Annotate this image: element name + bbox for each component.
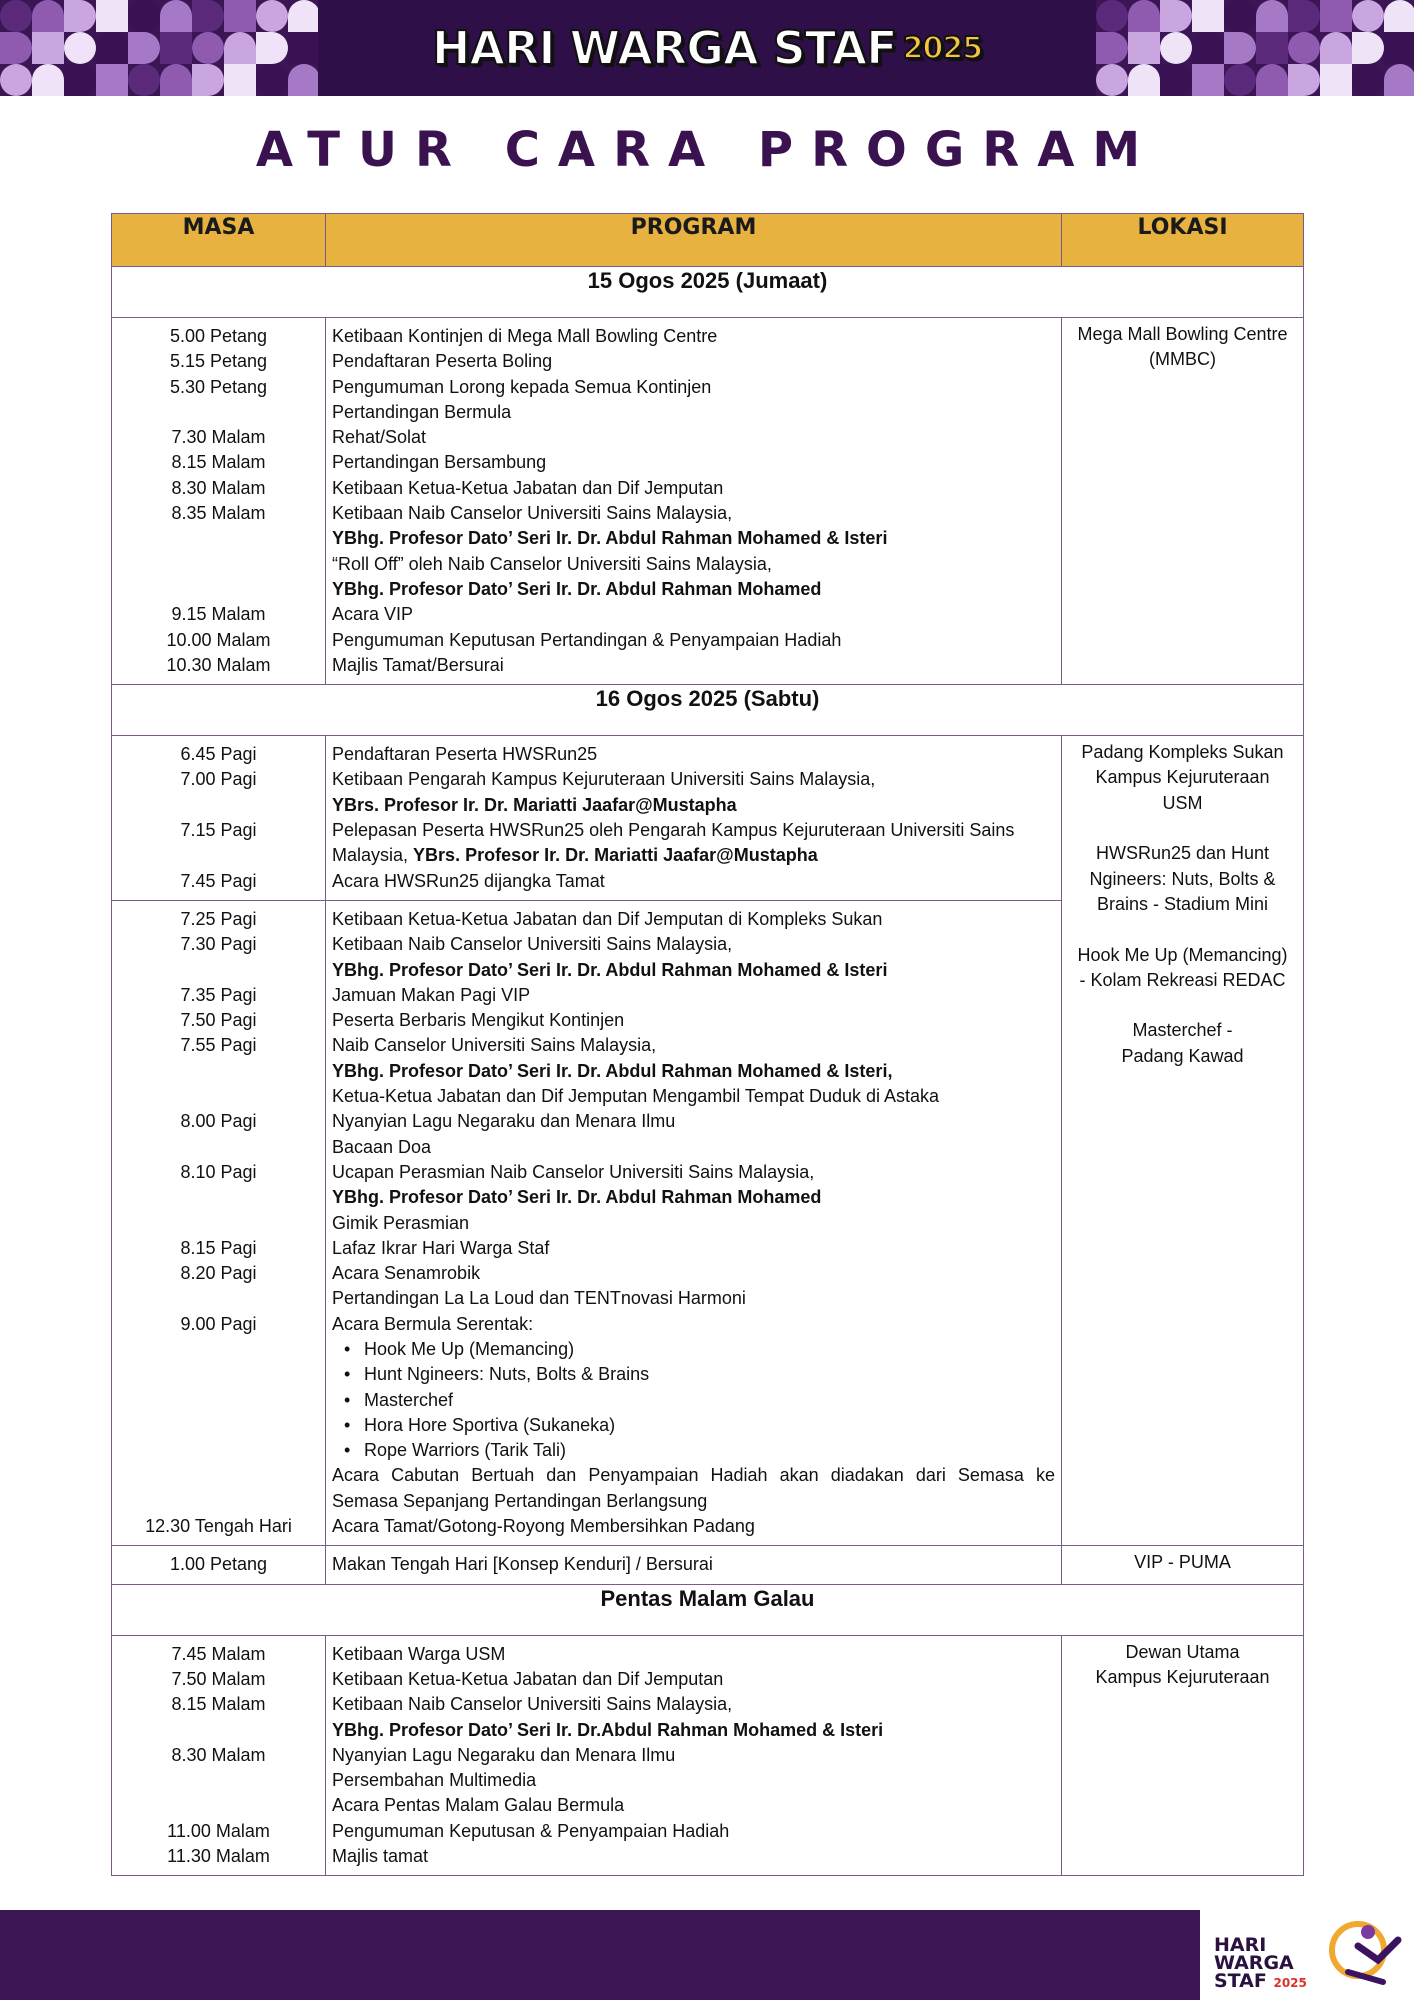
location-line: HWSRun25 dan Hunt [1095,843,1270,864]
pattern-tile [160,0,192,32]
footer-logo-line: WARGA [1214,1952,1294,1974]
pattern-tile [1256,0,1288,32]
time-cell [116,1135,321,1160]
pattern-tile [1192,64,1224,96]
time-cell: 8.30 Malam [171,1744,266,1765]
bullet-item: • Masterchef [332,1388,1055,1413]
guest-name: YBhg. Profesor Dato’ Seri Ir. Dr. Abdul Rahman Mohamed [332,578,822,599]
pattern-tile [1192,32,1224,64]
time-cell [116,1286,321,1311]
program-item: Acara Bermula Serentak: [332,1313,534,1334]
time-cell: 7.00 Pagi [180,769,257,790]
pattern-tile [64,32,96,64]
pattern-tile [1128,64,1160,96]
program-item: Naib Canselor Universiti Sains Malaysia, [332,1035,657,1056]
night-row [112,1635,1304,1876]
time-cell: 5.15 Petang [169,351,268,372]
pattern-tile [1352,32,1384,64]
program-item: Pengumuman Lorong kepada Semua Kontinjen [332,376,712,397]
schedule-table [111,213,1304,1876]
location-line: Brains - Stadium Mini [1096,893,1269,914]
day1-location: Mega Mall Bowling Centre (MMBC) [1062,318,1304,685]
guest-name: YBhg. Profesor Dato’ Seri Ir. Dr. Abdul Rahman Mohamed & Isteri [332,528,888,549]
day2-row-a [112,736,1304,901]
program-item: Bacaan Doa [332,1136,432,1157]
program-item: Pendaftaran Peserta Boling [332,351,553,372]
guest-name: YBhg. Profesor Dato’ Seri Ir. Dr. Abdul Rahman Mohamed & Isteri [332,959,888,980]
time-cell: 7.30 Malam [171,427,266,448]
pattern-tile [1320,0,1352,32]
time-cell: 11.00 Malam [167,1820,270,1841]
pattern-tile [288,64,318,96]
pattern-tile [1224,64,1256,96]
time-cell: 10.30 Malam [166,654,271,675]
day2-times-b [112,900,326,1545]
time-cell: 8.00 Pagi [180,1111,257,1132]
time-cell: 12.30 Tengah Hari [145,1516,292,1537]
time-cell [116,1489,321,1514]
pattern-tile [1160,32,1192,64]
pattern-tile [32,32,64,64]
pattern-tile [0,0,32,32]
program-item: Ketibaan Naib Canselor Universiti Sains Malaysia, [332,503,733,524]
program-item: Rehat/Solat [332,427,427,448]
day1-title: 15 Ogos 2025 (Jumaat) [112,267,1304,318]
pattern-tile [1192,0,1224,32]
program-item: Ketibaan Kontinjen di Mega Mall Bowling Centre [332,326,718,346]
location-line: Padang Kompleks Sukan [1081,742,1284,763]
program-item: Nyanyian Lagu Negaraku dan Menara Ilmu [332,1111,676,1132]
pattern-tile [1384,32,1414,64]
time-cell [116,1388,321,1413]
lunch-location: VIP - PUMA [1062,1546,1304,1584]
program-item: “Roll Off” oleh Naib Canselor Universiti Sains Malaysia, [332,553,772,574]
time-cell: 7.55 Pagi [180,1035,257,1056]
location-line [1070,993,1295,1018]
day-header-row [112,1584,1304,1635]
lunch-time: 1.00 Petang [112,1546,326,1584]
pattern-tile [1224,0,1256,32]
page-title: ATUR CARA PROGRAM [255,122,1159,178]
header-program: PROGRAM [326,214,1062,267]
header-time: MASA [112,214,326,267]
location-line: - Kolam Rekreasi REDAC [1079,969,1286,990]
time-cell: 7.50 Pagi [180,1010,257,1031]
time-cell: 8.30 Malam [171,477,266,498]
pattern-tile [96,32,128,64]
day1-times [112,318,326,685]
program-item: Malaysia, [332,845,409,866]
pattern-tile [1128,32,1160,64]
pattern-tile [224,64,256,96]
program-item: Ketibaan Ketua-Ketua Jabatan dan Dif Jemputan [332,1668,724,1689]
footer-logo [1208,1912,1414,2000]
day2-location [1062,736,1304,1546]
bullet-item: • Hora Hore Sportiva (Sukaneka) [332,1413,1055,1438]
day-header-row [112,685,1304,736]
lunch-item: Makan Tengah Hari [Konsep Kenduri] / Bersurai [326,1546,1062,1584]
pattern-tile [1256,64,1288,96]
time-cell: 8.15 Pagi [180,1237,257,1258]
program-item: Ketibaan Ketua-Ketua Jabatan dan Dif Jemputan di Kompleks Sukan [332,908,883,929]
time-cell: 7.35 Pagi [180,984,257,1005]
pattern-tile [1096,32,1128,64]
pattern-tile [0,64,32,96]
time-cell: 7.45 Malam [171,1643,266,1664]
top-banner [0,0,1414,96]
night-title: Pentas Malam Galau [112,1584,1304,1635]
table-header-row [112,214,1304,267]
pattern-tile [32,0,64,32]
time-cell: 9.15 Malam [171,604,266,625]
time-cell: 8.15 Malam [171,452,266,473]
time-cell: 7.15 Pagi [180,820,257,841]
program-item: Semasa Sepanjang Pertandingan Berlangsung [332,1490,708,1511]
program-item: Lafaz Ikrar Hari Warga Staf [332,1237,550,1258]
guest-name: YBhg. Profesor Dato’ Seri Ir. Dr.Abdul Rahman Mohamed & Isteri [332,1719,884,1740]
location-line: Kampus Kejuruteraan [1095,1666,1270,1687]
program-item: Pertandingan La La Loud dan TENTnovasi Harmoni [332,1288,746,1309]
pattern-tile [192,0,224,32]
program-item: Ucapan Perasmian Naib Canselor Universiti Sains Malaysia, [332,1161,815,1182]
pattern-tile [1096,64,1128,96]
program-item: Ketibaan Pengarah Kampus Kejuruteraan Universiti Sains Malaysia, [332,769,876,790]
pattern-tile [1224,32,1256,64]
day1-program [326,318,1062,685]
pattern-tile [1160,64,1192,96]
time-cell [116,1185,321,1210]
location-line: Kampus Kejuruteraan [1095,767,1270,788]
location-line: Padang Kawad [1121,1045,1244,1066]
program-item: Ketibaan Naib Canselor Universiti Sains Malaysia, [332,934,733,955]
pattern-tile [1288,0,1320,32]
day1-row [112,318,1304,685]
pattern-tile [64,0,96,32]
time-cell [116,1362,321,1387]
pattern-tile [256,64,288,96]
footer-logo-line: STAF [1214,1970,1267,1992]
program-item: Pertandingan Bersambung [332,452,547,473]
time-cell: 11.30 Malam [167,1846,270,1867]
program-item: Pengumuman Keputusan Pertandingan & Penyampaian Hadiah [332,629,842,650]
program-item: Persembahan Multimedia [332,1770,537,1791]
location-line [1070,816,1295,841]
program-item: Pendaftaran Peserta HWSRun25 [332,744,598,765]
pattern-tile [192,64,224,96]
pattern-tile [64,64,96,96]
program-item: Ketibaan Naib Canselor Universiti Sains Malaysia, [332,1694,733,1715]
time-cell: 7.25 Pagi [180,908,257,929]
program-item: Ketibaan Warga USM [332,1643,506,1664]
time-cell [116,1793,321,1818]
time-cell [116,400,321,425]
event-logo [318,0,1096,96]
program-item: Peserta Berbaris Mengikut Kontinjen [332,1010,625,1031]
guest-name: YBrs. Profesor Ir. Dr. Mariatti Jaafar@Mustapha [332,794,737,815]
program-item: Pertandingan Bermula [332,401,512,422]
night-program [326,1635,1062,1876]
time-cell [116,552,321,577]
time-cell [116,577,321,602]
pattern-tile [96,64,128,96]
bullet-item: • Rope Warriors (Tarik Tali) [332,1438,1055,1463]
time-cell [116,843,321,868]
day-header-row [112,267,1304,318]
program-item: Acara HWSRun25 dijangka Tamat [332,870,605,891]
pattern-tile [128,0,160,32]
time-cell [116,1059,321,1084]
time-cell [116,1463,321,1488]
program-item: Acara VIP [332,604,414,625]
bullet-item: • Hunt Ngineers: Nuts, Bolts & Brains [332,1362,1055,1387]
pattern-tile [1288,64,1320,96]
program-item: Acara Senamrobik [332,1263,481,1284]
time-cell [116,958,321,983]
pattern-tile [32,64,64,96]
location-line: USM [1162,792,1203,813]
decorative-pattern-left [0,0,318,96]
time-cell [116,526,321,551]
pattern-tile [160,32,192,64]
pattern-tile [288,32,318,64]
pattern-tile [1096,0,1128,32]
program-item: Ketibaan Ketua-Ketua Jabatan dan Dif Jemputan [332,477,724,498]
program-item: Majlis Tamat/Bersurai [332,654,504,675]
location-line: Masterchef - [1132,1020,1233,1041]
guest-name: YBrs. Profesor Ir. Dr. Mariatti Jaafar@Mustapha [413,845,818,866]
time-cell [116,1084,321,1109]
pattern-tile [1384,0,1414,32]
pattern-tile [0,32,32,64]
pattern-tile [1256,32,1288,64]
guest-name: YBhg. Profesor Dato’ Seri Ir. Dr. Abdul Rahman Mohamed [332,1187,822,1208]
bullet-item: • Hook Me Up (Memancing) [332,1337,1055,1362]
program-item: Acara Pentas Malam Galau Bermula [332,1795,625,1816]
time-cell: 7.50 Malam [171,1668,266,1689]
pattern-tile [1288,32,1320,64]
day2-program-a [326,736,1062,901]
pattern-tile [1160,0,1192,32]
pattern-tile [1128,0,1160,32]
pattern-tile [256,0,288,32]
program-item: Acara Cabutan Bertuah dan Penyampaian Hadiah akan diadakan dari Semasa ke [332,1465,1055,1486]
program-item: Nyanyian Lagu Negaraku dan Menara Ilmu [332,1744,676,1765]
time-cell: 8.15 Malam [171,1694,266,1715]
time-cell [116,1768,321,1793]
time-cell: 8.20 Pagi [180,1263,257,1284]
pattern-tile [1352,64,1384,96]
guest-name: YBhg. Profesor Dato’ Seri Ir. Dr. Abdul Rahman Mohamed & Isteri, [332,1060,893,1081]
day2-times-a [112,736,326,901]
time-cell [116,1211,321,1236]
time-cell [116,793,321,818]
pattern-tile [256,32,288,64]
location-line: Hook Me Up (Memancing) [1077,944,1288,965]
pattern-tile [224,32,256,64]
pattern-tile [160,64,192,96]
time-cell: 9.00 Pagi [180,1313,257,1334]
pattern-tile [224,0,256,32]
footer-logo-year: 2025 [1273,1976,1307,1990]
event-brand: HARI WARGA STAF [431,21,897,75]
pattern-tile [128,32,160,64]
runner-mascot-icon [1208,1912,1414,2000]
location-line: Dewan Utama [1125,1641,1240,1662]
footer-logo-line: HARI [1214,1934,1267,1956]
time-cell: 10.00 Malam [166,629,271,650]
lunch-row [112,1546,1304,1584]
location-line [1070,917,1295,942]
time-cell [116,1337,321,1362]
time-cell [116,1438,321,1463]
program-item: Pelepasan Peserta HWSRun25 oleh Pengarah Kampus Kejuruteraan Universiti Sains [332,820,1015,841]
day2-program-b [326,900,1062,1545]
night-location [1062,1635,1304,1876]
time-cell: 5.00 Petang [169,326,268,346]
time-cell: 6.45 Pagi [180,744,257,765]
program-item: Pengumuman Keputusan & Penyampaian Hadiah [332,1820,730,1841]
pattern-tile [1352,0,1384,32]
time-cell: 8.10 Pagi [180,1161,257,1182]
time-cell [116,1413,321,1438]
decorative-pattern-bottom [0,1910,1200,2000]
time-cell: 7.45 Pagi [180,870,257,891]
night-times [112,1635,326,1876]
time-cell: 8.35 Malam [171,503,266,524]
program-item: Gimik Perasmian [332,1212,470,1233]
time-cell [116,1718,321,1743]
decorative-pattern-right [1096,0,1414,96]
pattern-tile [128,64,160,96]
pattern-tile [192,32,224,64]
time-cell: 7.30 Pagi [180,934,257,955]
program-item: Jamuan Makan Pagi VIP [332,984,531,1005]
event-year: 2025 [902,30,983,66]
program-item: Ketua-Ketua Jabatan dan Dif Jemputan Mengambil Tempat Duduk di Astaka [332,1086,940,1107]
program-item: Majlis tamat [332,1846,429,1867]
time-cell: 5.30 Petang [169,376,268,397]
pattern-tile [1320,64,1352,96]
pattern-tile [288,0,318,32]
location-line: Ngineers: Nuts, Bolts & [1089,868,1276,889]
day2-title: 16 Ogos 2025 (Sabtu) [112,685,1304,736]
pattern-tile [96,0,128,32]
pattern-tile [1320,32,1352,64]
pattern-tile [1384,64,1414,96]
program-item: Acara Tamat/Gotong-Royong Membersihkan Padang [332,1516,755,1537]
header-location: LOKASI [1062,214,1304,267]
